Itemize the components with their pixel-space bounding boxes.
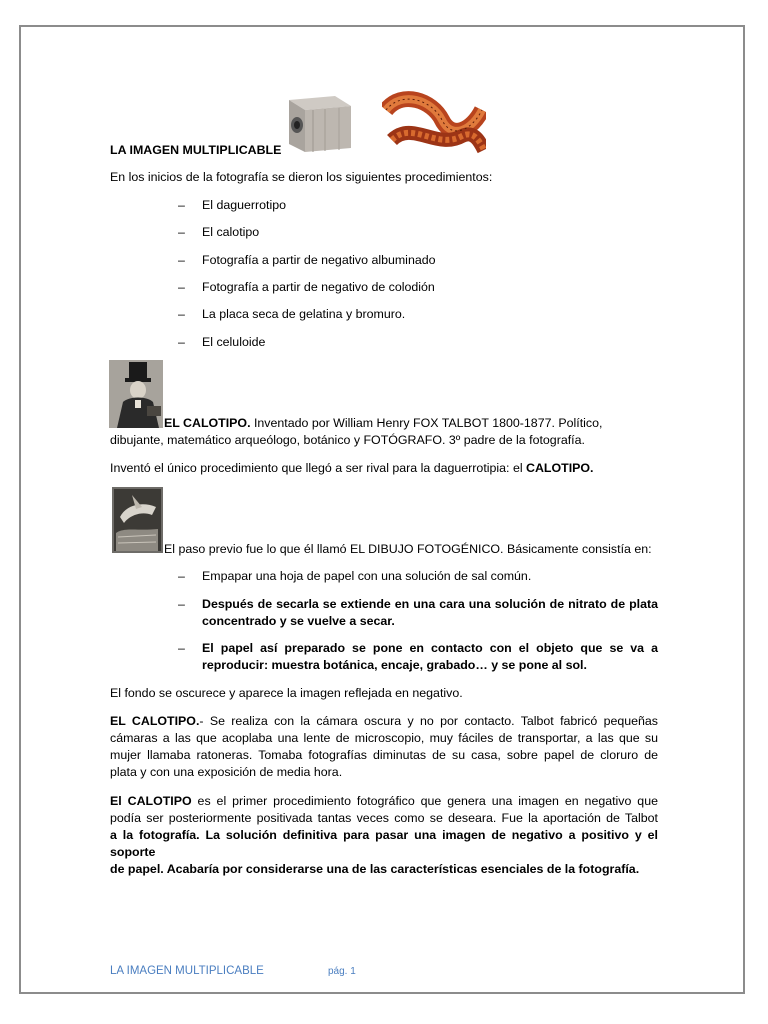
calotipo-heading: EL CALOTIPO. bbox=[164, 416, 251, 430]
paragraph-line: a la fotografía. La solución definitiva para pasar una imagen de negativo a positivo y el soporte bbox=[110, 828, 658, 859]
paragraph-line: mujer llamaba ratoneras. Tomaba fotografías diminutas de su casa, sobre papel de cloruro de bbox=[110, 748, 658, 762]
photogenic-intro: El paso previo fue lo que él llamó EL DIBUJO FOTOGÉNICO. Básicamente consistía en: bbox=[164, 542, 652, 556]
talbot-portrait-image bbox=[109, 360, 163, 428]
calotipo-negative-paragraph bbox=[110, 793, 658, 878]
procedure-item: La placa seca de gelatina y bromuro. bbox=[202, 307, 406, 321]
procedure-item: Fotografía a partir de negativo albuminado bbox=[202, 253, 436, 267]
step-item bbox=[202, 596, 658, 630]
rival-text: Inventó el único procedimiento que llegó a ser rival para la daguerrotipia: el bbox=[110, 461, 527, 475]
footer-page-number: pág. 1 bbox=[328, 966, 356, 977]
step-line: El papel así preparado se pone en contacto con el objeto que se va a bbox=[202, 641, 658, 655]
film-strip-image bbox=[382, 90, 486, 156]
step-line: Empapar una hoja de papel con una solución de sal común. bbox=[202, 569, 532, 583]
paragraph-line: cámaras a las que acoplaba una lente de microscopio, muy fáciles de transportar, a las que su bbox=[110, 731, 658, 745]
paragraph-line: podía ser posteriormente positivada tantas veces como se deseara. Fue la aportación de Talbot bbox=[110, 811, 658, 825]
paragraph-line bbox=[110, 713, 658, 730]
calotipo-camera-paragraph bbox=[110, 713, 658, 781]
camera-image bbox=[285, 92, 353, 154]
paragraph-line: de papel. Acabaría por considerarse una de las características esenciales de la fotografía. bbox=[110, 862, 640, 876]
step-item bbox=[202, 640, 658, 674]
negative-paragraph: El fondo se oscurece y aparece la imagen reflejada en negativo. bbox=[110, 686, 463, 700]
step-line: reproducir: muestra botánica, encaje, grabado… y se pone al sol. bbox=[202, 658, 587, 672]
step-line: Después de secarla se extiende en una cara una solución de nitrato de plata bbox=[202, 597, 658, 611]
bullet-dash: – bbox=[178, 335, 185, 349]
procedure-item: Fotografía a partir de negativo de colodión bbox=[202, 280, 435, 294]
bullet-dash: – bbox=[178, 198, 185, 212]
step-line: concentrado y se vuelve a secar. bbox=[202, 614, 395, 628]
calotipo-intro-text: Inventado por William Henry FOX TALBOT 1800-1877. Político, bbox=[250, 416, 603, 430]
paragraph-line: plata y con una exposición de media hora. bbox=[110, 765, 343, 779]
bullet-dash: – bbox=[178, 253, 185, 267]
calotipo-intro-line2: dibujante, matemático arqueólogo, botánico y FOTÓGRAFO. 3º padre de la fotografía. bbox=[110, 433, 585, 447]
bullet-dash: – bbox=[178, 597, 185, 611]
paragraph-text: es el primer procedimiento fotográfico que genera una imagen en negativo que bbox=[191, 794, 658, 808]
step-item bbox=[202, 568, 658, 585]
bullet-dash: – bbox=[178, 569, 185, 583]
calotipo-bold: El CALOTIPO bbox=[110, 794, 192, 808]
bullet-dash: – bbox=[178, 280, 185, 294]
rival-paragraph bbox=[110, 460, 594, 477]
rival-bold: CALOTIPO. bbox=[526, 461, 594, 475]
procedure-item: El daguerrotipo bbox=[202, 198, 287, 212]
intro-text: En los inicios de la fotografía se dieron los siguientes procedimientos: bbox=[110, 170, 493, 184]
bullet-dash: – bbox=[178, 225, 185, 239]
bullet-dash: – bbox=[178, 641, 185, 655]
footer-title: LA IMAGEN MULTIPLICABLE bbox=[110, 965, 264, 977]
calotipo-intro-line1 bbox=[164, 415, 658, 432]
paragraph-line bbox=[110, 793, 658, 810]
procedure-item: El celuloide bbox=[202, 335, 266, 349]
calotipo-bold: EL CALOTIPO. bbox=[110, 714, 200, 728]
page-title: LA IMAGEN MULTIPLICABLE bbox=[110, 143, 282, 157]
procedure-item: El calotipo bbox=[202, 225, 260, 239]
paragraph-text: - Se realiza con la cámara oscura y no por contacto. Talbot fabricó pequeñas bbox=[199, 714, 659, 728]
photogenic-drawing-image bbox=[112, 487, 163, 553]
bullet-dash: – bbox=[178, 307, 185, 321]
